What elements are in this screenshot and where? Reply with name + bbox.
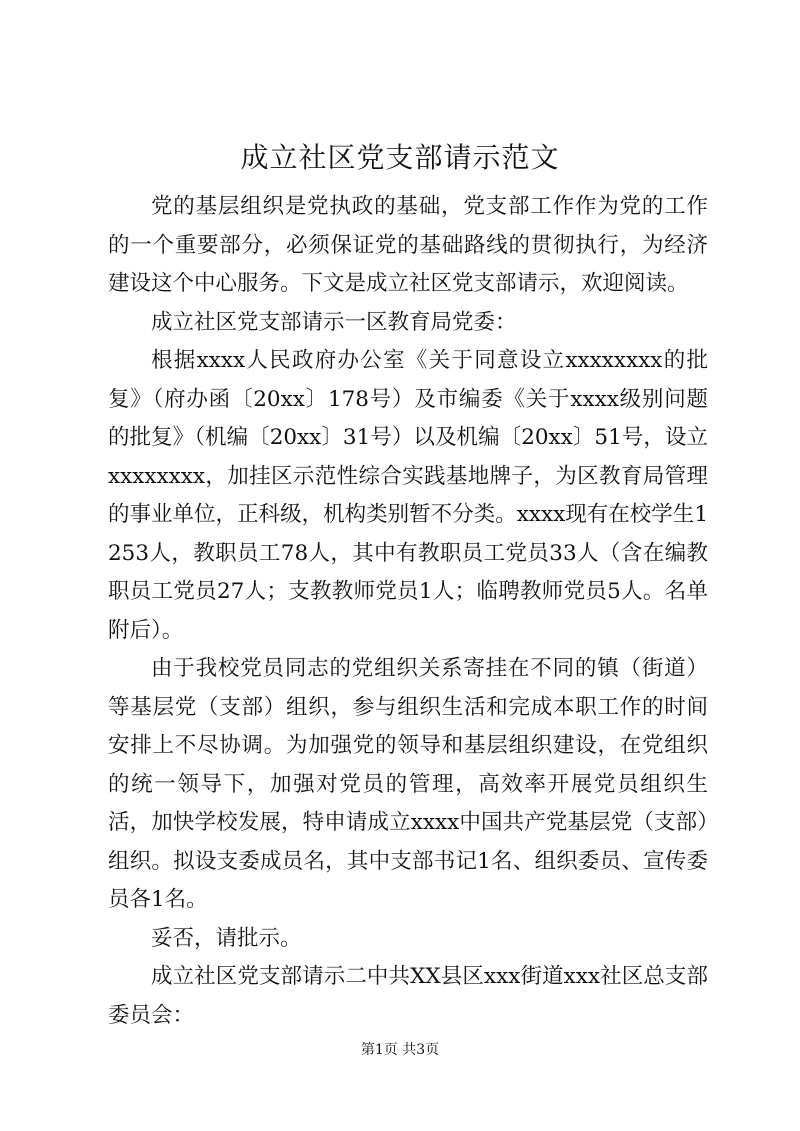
document-body <box>108 188 708 1035</box>
paragraph-basis: 根据xxxx人民政府办公室《关于同意设立xxxxxxxx的批复》（府办函〔20xx〕178号）及市编委《关于xxxx级别问题的批复》（机编〔20xx〕31号）以及机编〔20xx〕51号，设立xxxxxxxx，加挂区示范性综合实践基地牌子，为区教育局管理的事业单位，正科级，机构类别暂不分类。xxxx现有在校学生1253人，教职员工78人，其中有教职员工党员33人（含在编教职员工党员27人；支教教师党员1人；临聘教师党员5人。名单附后）。 <box>108 348 708 643</box>
page-footer: 第1页 共3页 <box>360 1042 440 1058</box>
paragraph-approval-request: 妥否，请批示。 <box>151 925 302 951</box>
paragraph-intro: 党的基层组织是党执政的基础，党支部工作作为党的工作的一个重要部分，必须保证党的基础路线的贯彻执行，为经济建设这个中心服务。下文是成立社区党支部请示，欢迎阅读。 <box>108 194 708 296</box>
document-title: 成立社区党支部请示范文 <box>240 141 560 174</box>
paragraph-request-two-heading: 成立社区党支部请示二中共XX县区xxx街道xxx社区总支部委员会： <box>108 964 708 1028</box>
paragraph-reason: 由于我校党员同志的党组织关系寄挂在不同的镇（街道）等基层党（支部）组织，参与组织生活和完成本职工作的时间安排上不尽协调。为加强党的领导和基层组织建设，在党组织的统一领导下，加强对党员的管理，高效率开展党员组织生活，加快学校发展，特申请成立xxxx中国共产党基层党（支部）组织。拟设支委成员名，其中支部书记1名、组织委员、宣传委员各1名。 <box>108 656 708 912</box>
paragraph-request-one-heading: 成立社区党支部请示一区教育局党委： <box>151 309 517 335</box>
